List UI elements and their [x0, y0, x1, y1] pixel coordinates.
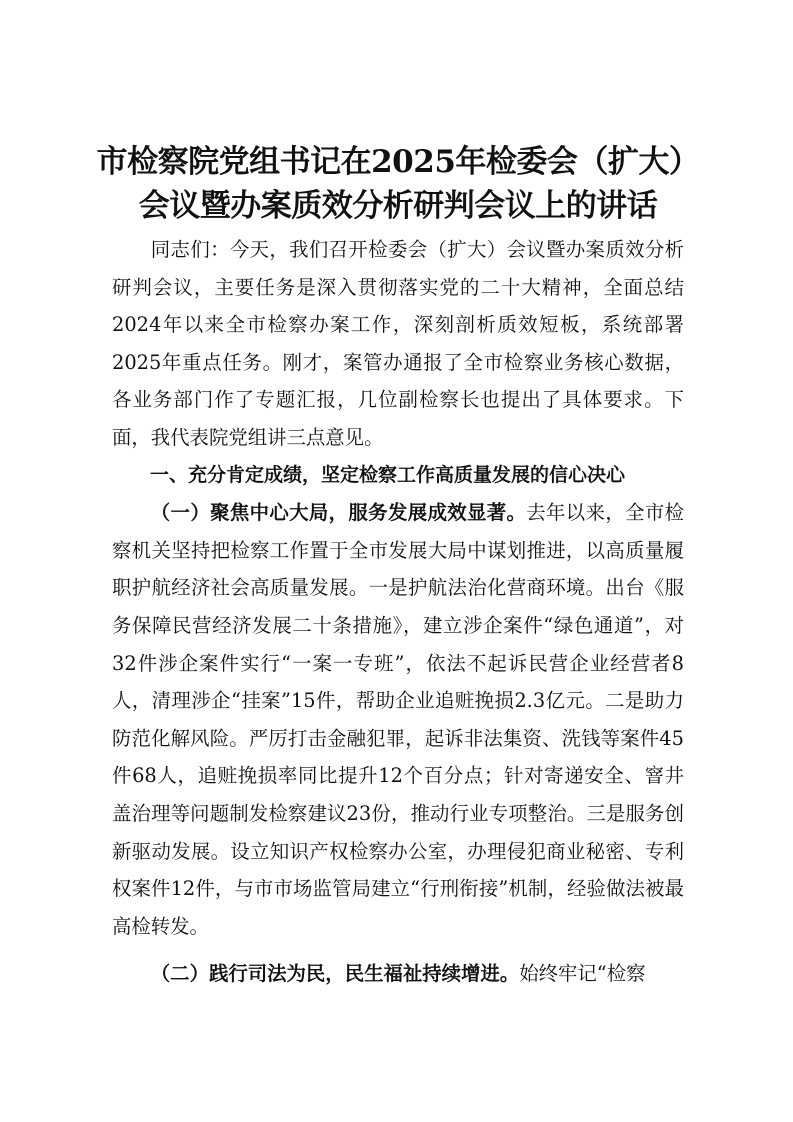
subsection-2-text: 始终牢记“检察 [519, 962, 646, 986]
subsection-1-paragraph [112, 494, 684, 945]
document-title: 市检察院党组书记在2025年检委会（扩大）会议暨办案质效分析研判会议上的讲话 [96, 144, 700, 224]
subsection-2-heading: （二）践行司法为民，民生福祉持续增进。 [150, 962, 520, 986]
document-body [112, 231, 684, 993]
subsection-1-heading: （一）聚焦中心大局，服务发展成效显著。 [150, 501, 527, 525]
subsection-2-paragraph [112, 955, 684, 993]
section-heading-1: 一、充分肯定成绩，坚定检察工作高质量发展的信心决心 [150, 463, 626, 486]
intro-paragraph: 同志们：今天，我们召开检委会（扩大）会议暨办案质效分析研判会议，主要任务是深入贯彻落实党的二十大精神，全面总结2024年以来全市检察办案工作，深刻剖析质效短板，系统部署2025年重点任务。刚才，案管办通报了全市检察业务核心数据，各业务部门作了专题汇报，几位副检察长也提出了具体要求。下面，我代表院党组讲三点意见。 [112, 238, 684, 449]
subsection-1-text: 去年以来，全市检察机关坚持把检察工作置于全市发展大局中谋划推进，以高质量履职护航经济社会高质量发展。一是护航法治化营商环境。出台《服务保障民营经济发展二十条措施》，建立涉企案件“绿色通道”，对32件涉企案件实行“一案一专班”，依法不起诉民营企业经营者8人，清理涉企“挂案”15件，帮助企业追赃挽损2.3亿元。二是助力防范化解风险。严厉打击金融犯罪，起诉非法集资、洗钱等案件45件68人，追赃挽损率同比提升12个百分点；针对寄递安全、窨井盖治理等问题制发检察建议23份，推动行业专项整治。三是服务创新驱动发展。设立知识产权检察办公室，办理侵犯商业秘密、专利权案件12件，与市市场监管局建立“行刑衔接”机制，经验做法被最高检转发。 [112, 501, 685, 938]
